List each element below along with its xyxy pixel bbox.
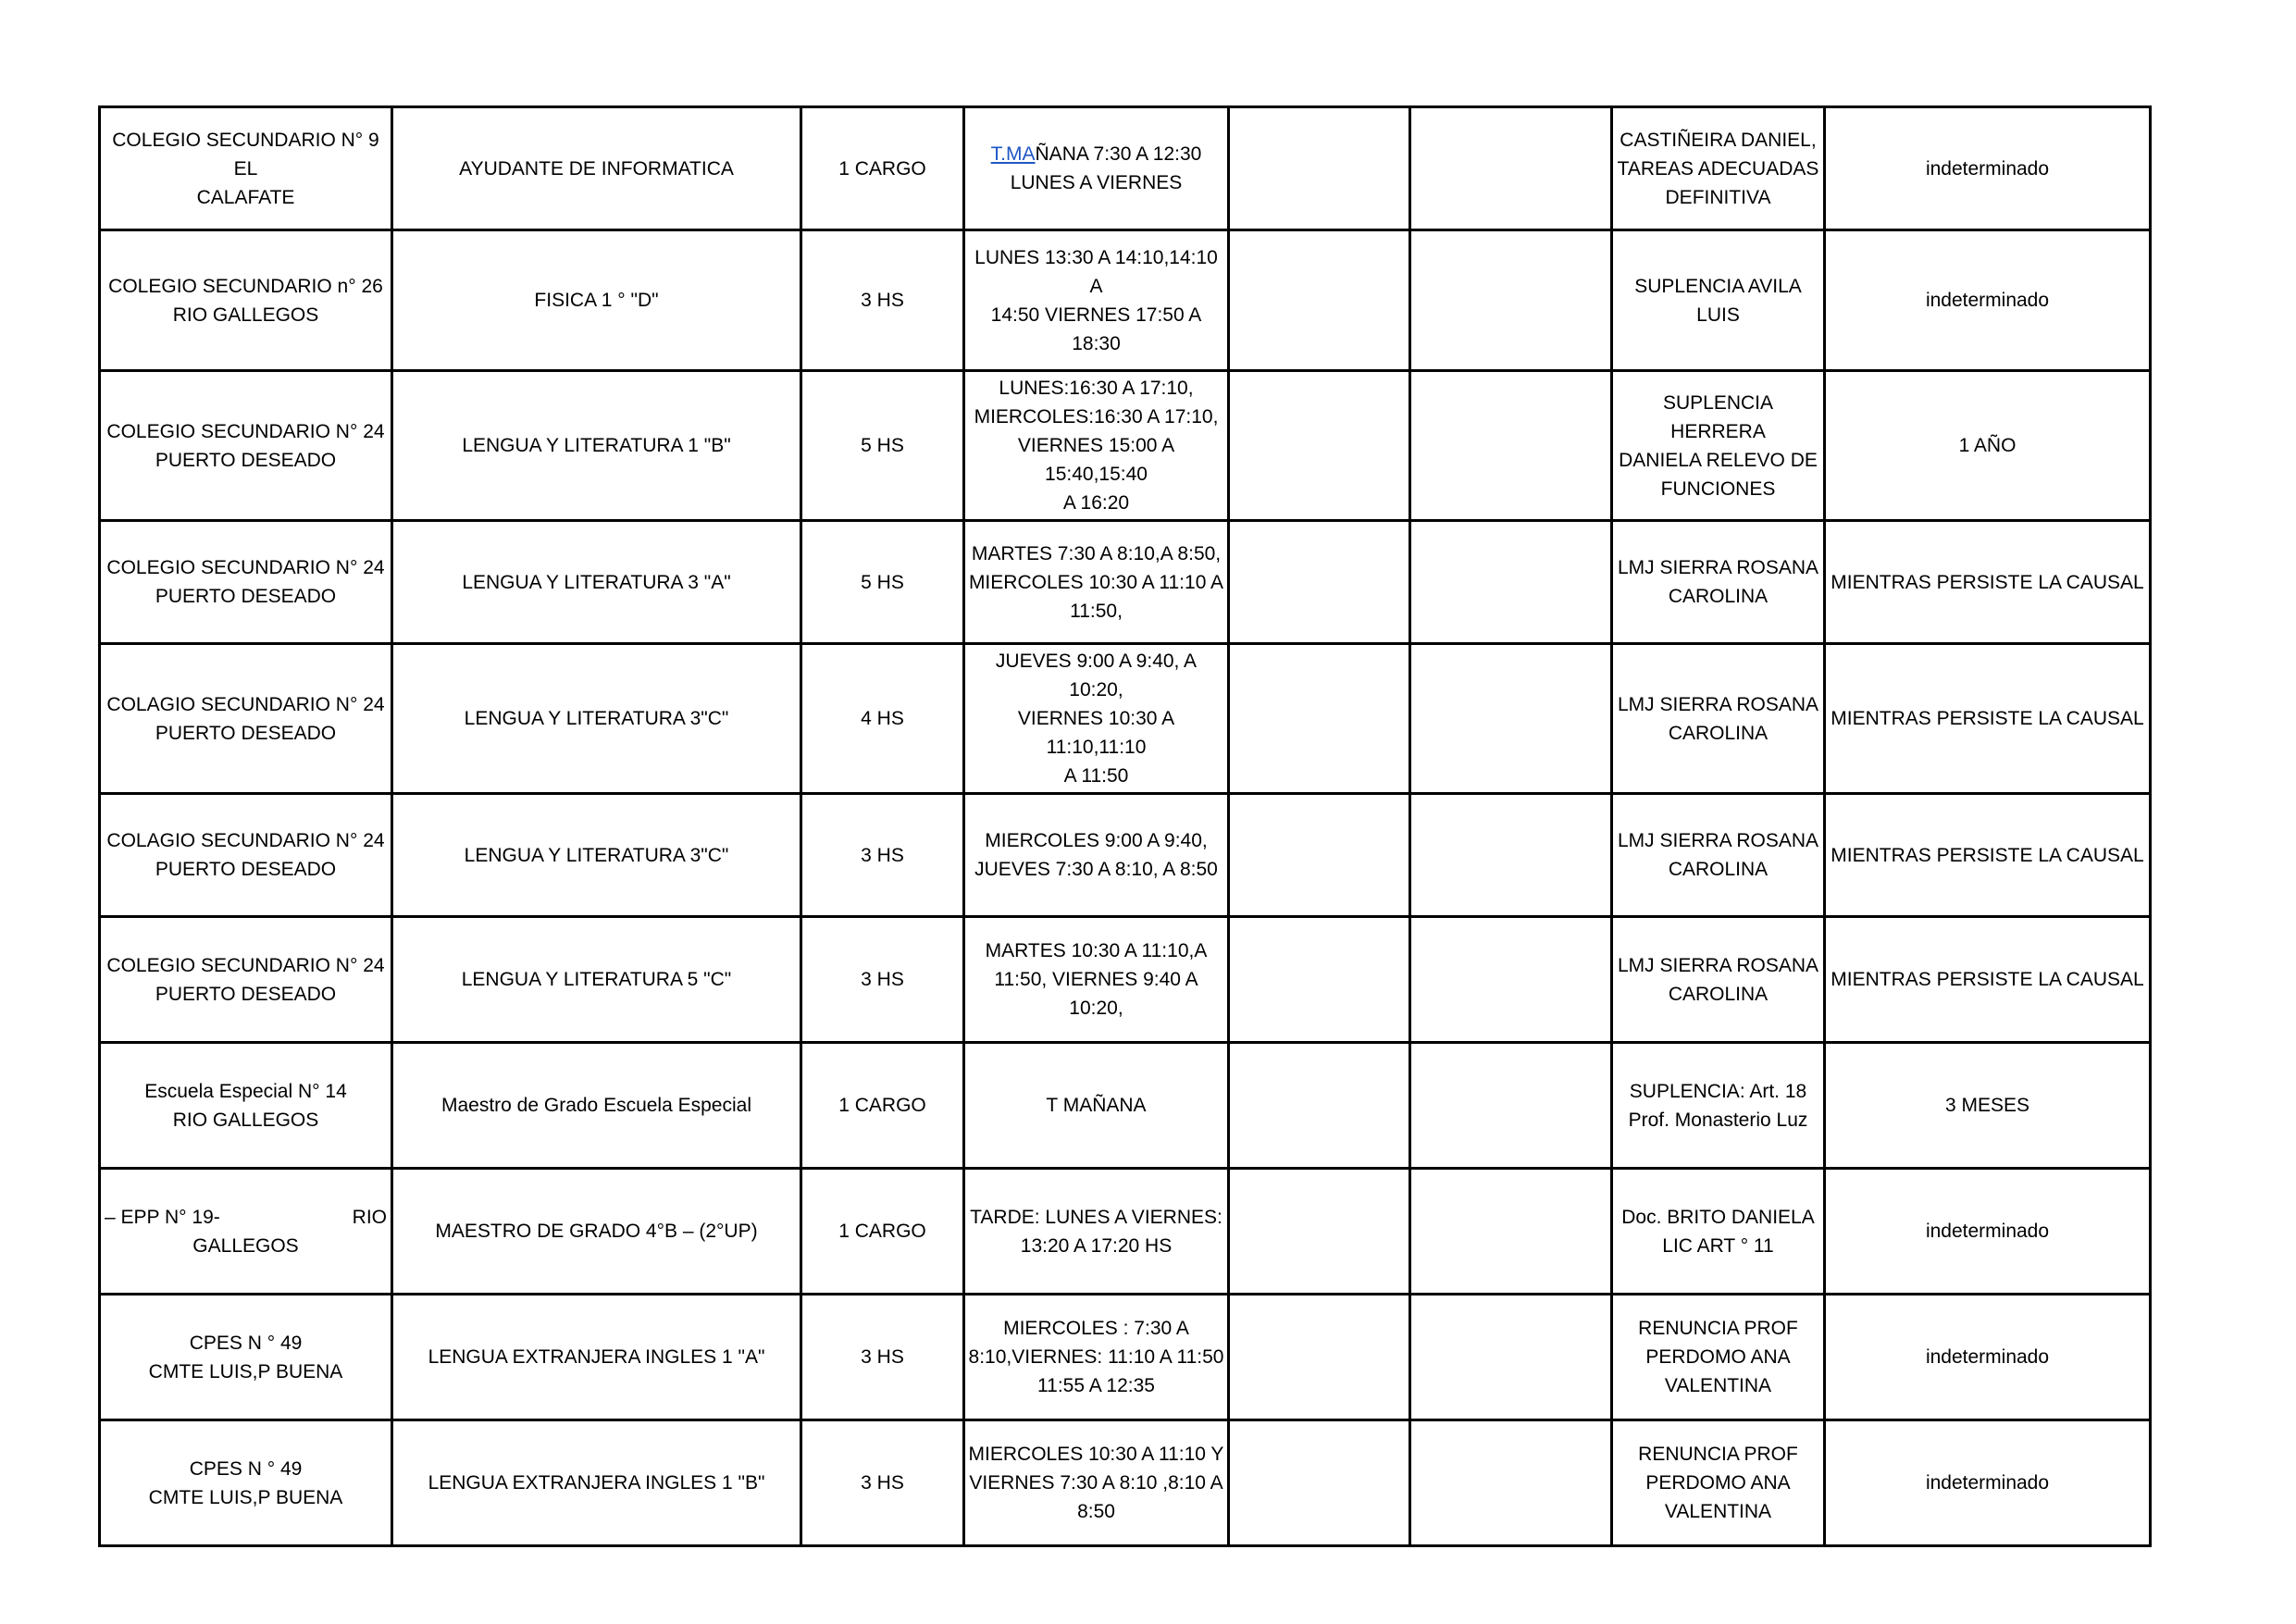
school-line-right: RIO [352, 1206, 387, 1228]
hours-cell: 3 HS [801, 230, 964, 371]
cell-line: RENUNCIA PROF [1638, 1318, 1798, 1339]
cell-line: PERDOMO ANA [1645, 1346, 1791, 1368]
empty-cell [1229, 230, 1410, 371]
table-row [100, 917, 2151, 1043]
table-row [100, 230, 2151, 371]
schedule-cell [964, 917, 1229, 1043]
cell-line: CAROLINA [1668, 586, 1769, 607]
cell-line: 11:55 A 12:35 [1037, 1375, 1155, 1396]
empty-cell [1229, 107, 1410, 230]
schedule-link[interactable]: T.MA [990, 143, 1036, 165]
cell-line: COLAGIO SECUNDARIO N° 24 [106, 830, 385, 851]
cell-line: MARTES 10:30 A 11:10,A [985, 940, 1208, 961]
hours-cell: 3 HS [801, 1295, 964, 1420]
empty-cell [1229, 794, 1410, 917]
hours-cell: 3 HS [801, 794, 964, 917]
cell-line: COLEGIO SECUNDARIO N° 24 [106, 954, 385, 976]
position-cell: LENGUA Y LITERATURA 3"C" [392, 794, 801, 917]
table-row [100, 371, 2151, 521]
hours-cell: 3 HS [801, 917, 964, 1043]
cell-line: LMJ SIERRA ROSANA [1617, 693, 1819, 715]
cell-line: COLAGIO SECUNDARIO N° 24 [106, 693, 385, 715]
reason-cell [1612, 1043, 1825, 1169]
cell-line: PUERTO DESEADO [155, 449, 337, 471]
school-cell [100, 371, 392, 521]
reason-cell [1612, 371, 1825, 521]
empty-cell [1410, 1043, 1612, 1169]
duration-cell: 3 MESES [1825, 1043, 2151, 1169]
cell-line: LUNES 13:30 A 14:10,14:10 A [974, 246, 1218, 297]
schedule-cell [964, 644, 1229, 794]
cell-line: 18:30 [1072, 332, 1121, 354]
cell-line: RENUNCIA PROF [1638, 1444, 1798, 1465]
cell-line: LUNES:16:30 A 17:10, [999, 378, 1194, 399]
position-cell: LENGUA Y LITERATURA 3"C" [392, 644, 801, 794]
empty-cell [1410, 644, 1612, 794]
empty-cell [1410, 230, 1612, 371]
cell-line: CAROLINA [1668, 859, 1769, 880]
cell-line: COLEGIO SECUNDARIO N° 9 EL [112, 129, 379, 180]
reason-cell [1612, 794, 1825, 917]
position-cell: LENGUA Y LITERATURA 3 "A" [392, 521, 801, 644]
empty-cell [1410, 1420, 1612, 1546]
school-line-left: – EPP N° 19- [105, 1206, 220, 1228]
cell-line: 8:10,VIERNES: 11:10 A 11:50 [968, 1346, 1224, 1368]
cell-line: VALENTINA [1664, 1375, 1772, 1396]
hours-cell: 1 CARGO [801, 1043, 964, 1169]
cell-line: RIO GALLEGOS [172, 1109, 319, 1131]
cell-line: 8:50 [1077, 1501, 1115, 1522]
empty-cell [1410, 794, 1612, 917]
cell-line: 11:50, VIERNES 9:40 A 10:20, [994, 969, 1198, 1019]
cell-line: CALAFATE [196, 186, 295, 208]
cell-line: MARTES 7:30 A 8:10,A 8:50, [971, 542, 1222, 564]
cell-line: SUPLENCIA HERRERA [1662, 391, 1774, 442]
position-cell: FISICA 1 ° "D" [392, 230, 801, 371]
cell-line: TARDE: LUNES A VIERNES: [970, 1206, 1222, 1228]
reason-cell [1612, 107, 1825, 230]
schedule-cell [964, 1295, 1229, 1420]
school-cell [100, 230, 392, 371]
school-cell [100, 917, 392, 1043]
schedule-cell [964, 794, 1229, 917]
cell-line: CMTE LUIS,P BUENA [148, 1360, 343, 1382]
empty-cell [1229, 521, 1410, 644]
cell-line: CPES N ° 49 [189, 1332, 303, 1354]
cell-line: JUEVES 7:30 A 8:10, A 8:50 [974, 859, 1218, 880]
schedule-cell [964, 1043, 1229, 1169]
cell-line: CAROLINA [1668, 722, 1769, 744]
cell-line: Doc. BRITO DANIELA [1621, 1206, 1815, 1228]
position-cell: MAESTRO DE GRADO 4°B – (2°UP) [392, 1169, 801, 1295]
table-row [100, 521, 2151, 644]
cell-line: LIC ART ° 11 [1662, 1234, 1774, 1257]
cell-line: MIERCOLES 10:30 A 11:10 Y [968, 1444, 1224, 1465]
duration-cell: 1 AÑO [1825, 371, 2151, 521]
empty-cell [1229, 1043, 1410, 1169]
school-cell [100, 1169, 392, 1295]
empty-cell [1410, 1169, 1612, 1295]
cell-line: VIERNES 15:00 A 15:40,15:40 [1017, 435, 1175, 485]
position-cell: AYUDANTE DE INFORMATICA [392, 107, 801, 230]
table-row [100, 1420, 2151, 1546]
schedule-line-rest: ÑANA 7:30 A 12:30 [1035, 143, 1202, 165]
cell-line: A 11:50 [1063, 765, 1129, 787]
cell-line: VALENTINA [1664, 1501, 1772, 1522]
table-body [100, 107, 2151, 1546]
cell-line: CASTIÑEIRA DANIEL, [1620, 129, 1817, 151]
empty-cell [1229, 917, 1410, 1043]
duration-cell: MIENTRAS PERSISTE LA CAUSAL [1825, 521, 2151, 644]
schedule-cell [964, 1169, 1229, 1295]
reason-cell [1612, 917, 1825, 1043]
cell-line: MIERCOLES 10:30 A 11:10 A [968, 571, 1224, 593]
position-cell: LENGUA Y LITERATURA 5 "C" [392, 917, 801, 1043]
school-cell [100, 644, 392, 794]
table-row [100, 794, 2151, 917]
empty-cell [1410, 107, 1612, 230]
cell-line: PUERTO DESEADO [155, 586, 337, 607]
cell-line: COLEGIO SECUNDARIO n° 26 [108, 275, 383, 297]
cell-line: CMTE LUIS,P BUENA [148, 1486, 343, 1508]
empty-cell [1229, 644, 1410, 794]
hours-cell: 5 HS [801, 521, 964, 644]
hours-cell: 1 CARGO [801, 107, 964, 230]
duration-cell: MIENTRAS PERSISTE LA CAUSAL [1825, 917, 2151, 1043]
empty-cell [1229, 1420, 1410, 1546]
cell-line: LMJ SIERRA ROSANA [1617, 830, 1819, 851]
reason-cell [1612, 1295, 1825, 1420]
school-cell [100, 1043, 392, 1169]
school-cell [100, 1420, 392, 1546]
reason-cell [1612, 230, 1825, 371]
school-line-split [105, 1203, 387, 1232]
empty-cell [1410, 917, 1612, 1043]
position-cell: LENGUA EXTRANJERA INGLES 1 "A" [392, 1295, 801, 1420]
cell-line: GALLEGOS [192, 1234, 299, 1257]
reason-cell [1612, 1420, 1825, 1546]
hours-cell: 1 CARGO [801, 1169, 964, 1295]
school-cell [100, 1295, 392, 1420]
school-cell [100, 521, 392, 644]
empty-cell [1410, 1295, 1612, 1420]
schedule-cell [964, 371, 1229, 521]
duration-cell: MIENTRAS PERSISTE LA CAUSAL [1825, 644, 2151, 794]
schedule-line [967, 140, 1225, 168]
cell-line: PUERTO DESEADO [155, 983, 337, 1005]
cell-line: SUPLENCIA: Art. 18 [1629, 1080, 1807, 1102]
cell-line: PUERTO DESEADO [155, 722, 337, 744]
reason-cell [1612, 644, 1825, 794]
table-row [100, 644, 2151, 794]
cell-line: COLEGIO SECUNDARIO N° 24 [106, 420, 385, 442]
empty-cell [1229, 1295, 1410, 1420]
cell-line: 14:50 VIERNES 17:50 A [990, 304, 1202, 326]
cell-line: 13:20 A 17:20 HS [1020, 1234, 1173, 1257]
cell-line: LUNES A VIERNES [1010, 172, 1183, 193]
cell-line: VIERNES 10:30 A 11:10,11:10 [1017, 708, 1175, 758]
cell-line: 11:50, [1070, 600, 1123, 622]
cell-line: VIERNES 7:30 A 8:10 ,8:10 A [969, 1472, 1223, 1494]
cell-line: DEFINITIVA [1665, 186, 1771, 208]
cell-line: LMJ SIERRA ROSANA [1617, 557, 1819, 578]
duration-cell: indeterminado [1825, 1420, 2151, 1546]
table-row [100, 1295, 2151, 1420]
cell-line: Prof. Monasterio Luz [1628, 1109, 1808, 1131]
school-cell [100, 107, 392, 230]
table-row [100, 1043, 2151, 1169]
table-row [100, 107, 2151, 230]
cell-line: LMJ SIERRA ROSANA [1617, 954, 1819, 976]
reason-cell [1612, 521, 1825, 644]
cell-line: CPES N ° 49 [189, 1457, 303, 1480]
cell-line: JUEVES 9:00 A 9:40, A 10:20, [995, 651, 1198, 700]
empty-cell [1229, 1169, 1410, 1295]
cell-line: RIO GALLEGOS [172, 304, 319, 326]
hours-cell: 5 HS [801, 371, 964, 521]
cell-line: CAROLINA [1668, 983, 1769, 1005]
table-row [100, 1169, 2151, 1295]
cell-line: MIERCOLES 9:00 A 9:40, [985, 830, 1208, 851]
cell-line: T MAÑANA [1046, 1095, 1147, 1116]
cell-line: TAREAS ADECUADAS [1617, 157, 1819, 180]
vacancies-table [98, 105, 2152, 1547]
hours-cell: 4 HS [801, 644, 964, 794]
school-cell [100, 794, 392, 917]
empty-cell [1410, 371, 1612, 521]
position-cell: Maestro de Grado Escuela Especial [392, 1043, 801, 1169]
cell-line: PERDOMO ANA [1645, 1472, 1791, 1494]
hours-cell: 3 HS [801, 1420, 964, 1546]
cell-line: SUPLENCIA AVILA LUIS [1634, 275, 1802, 326]
duration-cell: indeterminado [1825, 1169, 2151, 1295]
cell-line: COLEGIO SECUNDARIO N° 24 [106, 557, 385, 578]
cell-line: MIERCOLES : 7:30 A [1003, 1318, 1189, 1339]
cell-line: PUERTO DESEADO [155, 859, 337, 880]
schedule-cell [964, 521, 1229, 644]
cell-line: FUNCIONES [1660, 477, 1776, 500]
position-cell: LENGUA EXTRANJERA INGLES 1 "B" [392, 1420, 801, 1546]
cell-line: MIERCOLES:16:30 A 17:10, [974, 406, 1219, 428]
reason-cell [1612, 1169, 1825, 1295]
schedule-cell [964, 107, 1229, 230]
cell-line: Escuela Especial N° 14 [144, 1080, 347, 1102]
duration-cell: indeterminado [1825, 107, 2151, 230]
duration-cell: MIENTRAS PERSISTE LA CAUSAL [1825, 794, 2151, 917]
cell-line: DANIELA RELEVO DE [1619, 449, 1818, 471]
position-cell: LENGUA Y LITERATURA 1 "B" [392, 371, 801, 521]
duration-cell: indeterminado [1825, 1295, 2151, 1420]
cell-line: A 16:20 [1062, 492, 1130, 514]
schedule-cell [964, 1420, 1229, 1546]
empty-cell [1229, 371, 1410, 521]
schedule-cell [964, 230, 1229, 371]
duration-cell: indeterminado [1825, 230, 2151, 371]
empty-cell [1410, 521, 1612, 644]
